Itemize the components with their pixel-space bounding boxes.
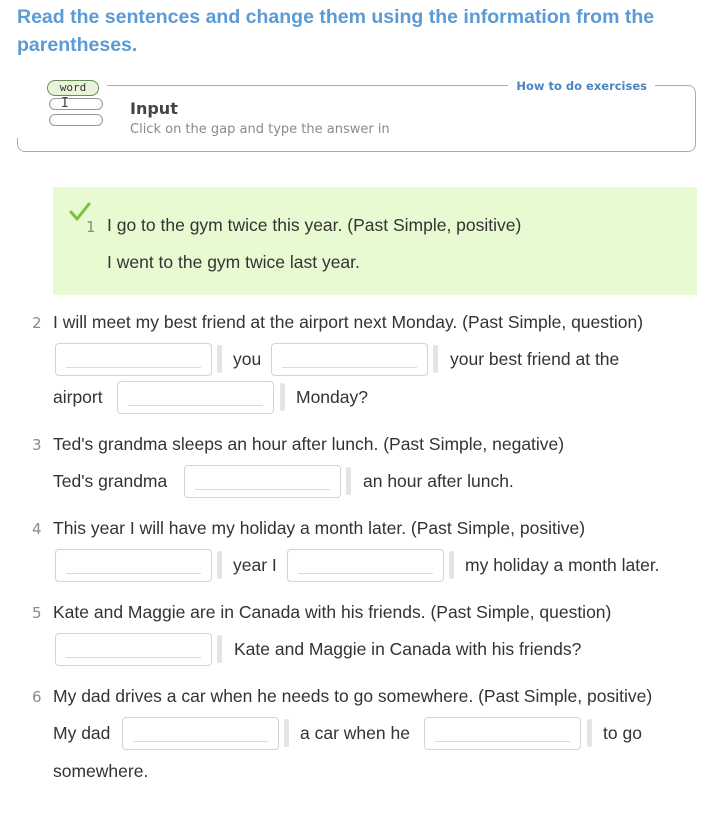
item-text: my holiday a month later. — [465, 555, 660, 575]
gap-hint-bar — [217, 635, 222, 663]
answer-gap[interactable] — [184, 465, 341, 498]
item-text: to go — [603, 723, 642, 743]
word-badge: word — [47, 80, 99, 96]
item-prompt: I will meet my best friend at the airport next Monday. (Past Simple, question) — [53, 312, 644, 332]
item-number: 2 — [32, 314, 42, 332]
input-line-icon — [49, 114, 103, 126]
item-text: airport — [53, 387, 103, 407]
item-text: you — [233, 349, 262, 369]
exercise-instructions: Read the sentences and change them using the information from the parentheses. — [17, 6, 655, 56]
item-prompt: This year I will have my holiday a month later. (Past Simple, positive) — [53, 518, 586, 538]
answer-gap[interactable] — [122, 717, 279, 750]
how-to-do-exercises-link[interactable]: How to do exercises — [508, 79, 655, 93]
item-text: Monday? — [296, 387, 368, 407]
gap-hint-bar — [280, 383, 285, 411]
item-text: Kate and Maggie in Canada with his friends? — [234, 639, 582, 659]
exercise-type-hint: Click on the gap and type the answer in — [130, 122, 390, 137]
gap-hint-bar — [217, 345, 222, 373]
answer-gap[interactable] — [55, 343, 212, 376]
gap-hint-bar — [587, 719, 592, 747]
gap-hint-bar — [217, 551, 222, 579]
item-answer: I went to the gym twice last year. — [107, 252, 360, 272]
exercise-type-panel — [17, 79, 696, 152]
answer-gap[interactable] — [271, 343, 428, 376]
exercise-type-title: Input — [130, 99, 178, 118]
item-prompt: Ted's grandma sleeps an hour after lunch. (Past Simple, negative) — [53, 434, 565, 454]
item-prompt: I go to the gym twice this year. (Past Simple, positive) — [107, 215, 522, 235]
answer-gap[interactable] — [55, 549, 212, 582]
item-text: somewhere. — [53, 761, 149, 781]
answer-gap[interactable] — [287, 549, 444, 582]
gap-hint-bar — [346, 467, 351, 495]
item-text: an hour after lunch. — [363, 471, 514, 491]
item-text: your best friend at the — [450, 349, 620, 369]
item-text: a car when he — [300, 723, 410, 743]
item-number: 5 — [32, 604, 42, 622]
item-number: 1 — [86, 218, 96, 236]
item-number: 4 — [32, 520, 42, 538]
item-text: year I — [233, 555, 277, 575]
answer-gap[interactable] — [117, 381, 274, 414]
item-text: My dad — [53, 723, 111, 743]
item-prompt: Kate and Maggie are in Canada with his friends. (Past Simple, question) — [53, 602, 612, 622]
text-cursor-icon: I — [61, 96, 69, 111]
gap-hint-bar — [284, 719, 289, 747]
item-number: 6 — [32, 688, 42, 706]
input-exercise-icon — [17, 80, 107, 138]
item-prompt: My dad drives a car when he needs to go somewhere. (Past Simple, positive) — [53, 686, 653, 706]
completed-item — [53, 187, 697, 295]
item-text: Ted's grandma — [53, 471, 168, 491]
input-line-icon — [49, 98, 103, 110]
item-number: 3 — [32, 436, 42, 454]
answer-gap[interactable] — [55, 633, 212, 666]
gap-hint-bar — [449, 551, 454, 579]
gap-hint-bar — [433, 345, 438, 373]
answer-gap[interactable] — [424, 717, 581, 750]
